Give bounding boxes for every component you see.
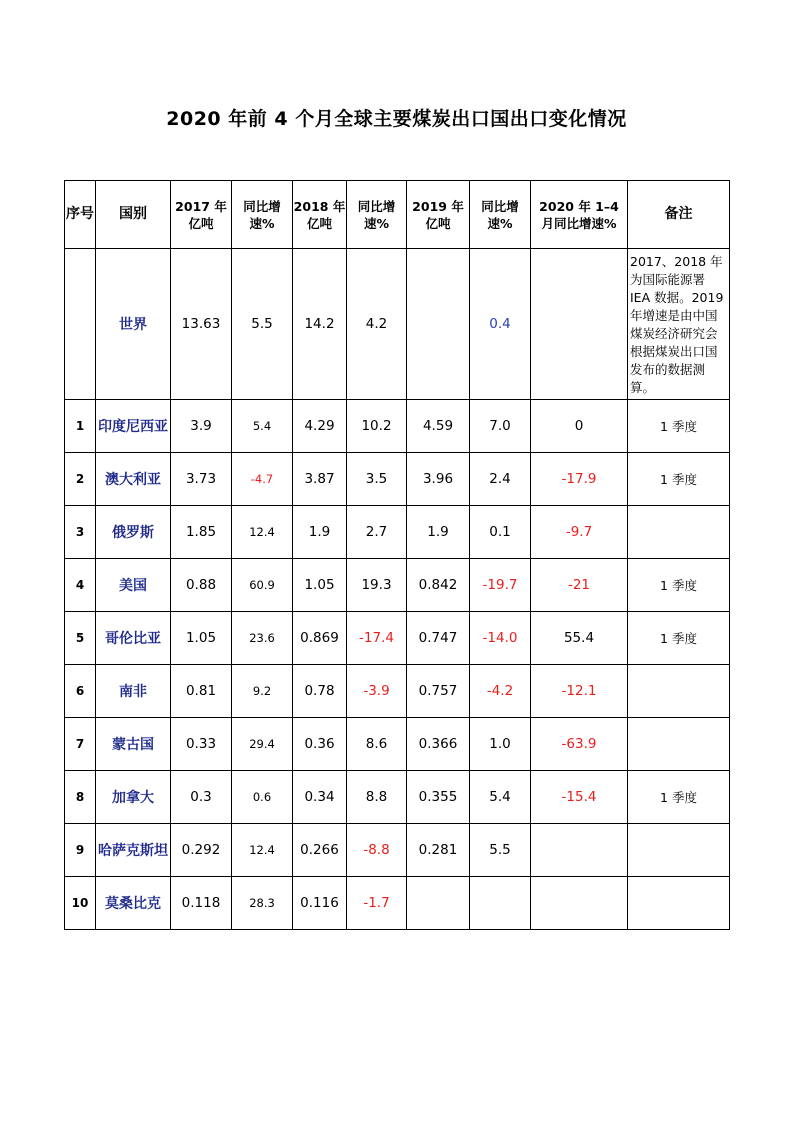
header-2020-growth: 2020 年 1–4 月同比增速%: [531, 181, 628, 249]
row-index: 8: [65, 771, 96, 824]
row-2017-growth: 60.9: [232, 559, 293, 612]
row-2017-growth: 12.4: [232, 824, 293, 877]
row-remark: 1 季度: [628, 771, 730, 824]
world-country: 世界: [96, 249, 171, 400]
row-2018-growth: -3.9: [347, 665, 407, 718]
table-row: [65, 559, 730, 612]
row-index: 4: [65, 559, 96, 612]
row-2019-volume: 0.281: [407, 824, 470, 877]
row-2018-volume: 0.36: [293, 718, 347, 771]
row-2018-growth: -17.4: [347, 612, 407, 665]
row-2019-growth: [470, 877, 531, 930]
row-2019-growth: -19.7: [470, 559, 531, 612]
row-country: 印度尼西亚: [96, 400, 171, 453]
row-country: 南非: [96, 665, 171, 718]
header-country: 国别: [96, 181, 171, 249]
row-index: 5: [65, 612, 96, 665]
row-country: 加拿大: [96, 771, 171, 824]
row-2019-growth: 2.4: [470, 453, 531, 506]
row-2020-growth: -15.4: [531, 771, 628, 824]
row-2020-growth: 0: [531, 400, 628, 453]
row-index: 9: [65, 824, 96, 877]
row-2018-growth: 3.5: [347, 453, 407, 506]
row-2017-growth: 12.4: [232, 506, 293, 559]
row-2018-volume: 4.29: [293, 400, 347, 453]
row-country: 蒙古国: [96, 718, 171, 771]
row-2017-growth: 5.4: [232, 400, 293, 453]
row-2018-volume: 0.78: [293, 665, 347, 718]
row-2017-volume: 0.118: [171, 877, 232, 930]
row-2017-volume: 0.292: [171, 824, 232, 877]
row-index: 1: [65, 400, 96, 453]
row-2018-growth: 8.8: [347, 771, 407, 824]
row-2018-volume: 0.34: [293, 771, 347, 824]
row-2017-volume: 3.9: [171, 400, 232, 453]
world-2019-growth: 0.4: [470, 249, 531, 400]
row-2020-growth: -21: [531, 559, 628, 612]
world-index: [65, 249, 96, 400]
row-2019-volume: 3.96: [407, 453, 470, 506]
world-2018-growth: 4.2: [347, 249, 407, 400]
row-2019-growth: 0.1: [470, 506, 531, 559]
row-2018-growth: 10.2: [347, 400, 407, 453]
world-2017-growth: 5.5: [232, 249, 293, 400]
header-2017-volume: 2017 年亿吨: [171, 181, 232, 249]
row-2020-growth: -9.7: [531, 506, 628, 559]
page-title: 2020 年前 4 个月全球主要煤炭出口国出口变化情况: [166, 108, 627, 130]
row-2019-growth: 1.0: [470, 718, 531, 771]
row-2020-growth: -17.9: [531, 453, 628, 506]
row-index: 10: [65, 877, 96, 930]
row-2018-growth: 8.6: [347, 718, 407, 771]
row-remark: 1 季度: [628, 612, 730, 665]
header-row: [65, 181, 730, 249]
row-2017-growth: 23.6: [232, 612, 293, 665]
row-2017-growth: 9.2: [232, 665, 293, 718]
header-remark: 备注: [628, 181, 730, 249]
row-remark: [628, 665, 730, 718]
row-2018-volume: 3.87: [293, 453, 347, 506]
row-2018-growth: -8.8: [347, 824, 407, 877]
world-2019-volume: [407, 249, 470, 400]
row-2018-volume: 0.116: [293, 877, 347, 930]
row-country: 美国: [96, 559, 171, 612]
row-2019-volume: 0.366: [407, 718, 470, 771]
row-remark: [628, 506, 730, 559]
row-index: 3: [65, 506, 96, 559]
table-row: [65, 453, 730, 506]
row-2017-volume: 3.73: [171, 453, 232, 506]
row-2020-growth: [531, 877, 628, 930]
row-2017-volume: 1.85: [171, 506, 232, 559]
table-row: [65, 612, 730, 665]
table-row: [65, 824, 730, 877]
row-country: 澳大利亚: [96, 453, 171, 506]
row-2019-growth: 5.4: [470, 771, 531, 824]
row-remark: 1 季度: [628, 453, 730, 506]
row-2019-volume: 1.9: [407, 506, 470, 559]
row-remark: [628, 718, 730, 771]
header-2018-growth: 同比增速%: [347, 181, 407, 249]
header-2019-volume: 2019 年亿吨: [407, 181, 470, 249]
world-2017-volume: 13.63: [171, 249, 232, 400]
row-2018-volume: 1.9: [293, 506, 347, 559]
row-2020-growth: -63.9: [531, 718, 628, 771]
world-row: [65, 249, 730, 400]
row-2018-growth: -1.7: [347, 877, 407, 930]
world-note: 2017、2018 年为国际能源署 IEA 数据。2019 年增速是由中国煤炭经济研究会根据煤炭出口国发布的数据测算。: [628, 249, 730, 400]
row-2018-growth: 2.7: [347, 506, 407, 559]
row-country: 俄罗斯: [96, 506, 171, 559]
row-2017-growth: -4.7: [232, 453, 293, 506]
world-2020-growth: [531, 249, 628, 400]
row-2020-growth: -12.1: [531, 665, 628, 718]
row-2019-volume: 4.59: [407, 400, 470, 453]
row-2020-growth: [531, 824, 628, 877]
row-country: 哈萨克斯坦: [96, 824, 171, 877]
row-2017-volume: 0.3: [171, 771, 232, 824]
row-remark: [628, 877, 730, 930]
row-2017-growth: 0.6: [232, 771, 293, 824]
row-2019-growth: 5.5: [470, 824, 531, 877]
header-2019-growth: 同比增速%: [470, 181, 531, 249]
row-2020-growth: 55.4: [531, 612, 628, 665]
row-country: 莫桑比克: [96, 877, 171, 930]
table-row: [65, 506, 730, 559]
header-2018-volume: 2018 年亿吨: [293, 181, 347, 249]
world-2018-volume: 14.2: [293, 249, 347, 400]
header-index: 序号: [65, 181, 96, 249]
row-2017-growth: 29.4: [232, 718, 293, 771]
row-2017-growth: 28.3: [232, 877, 293, 930]
table-row: [65, 771, 730, 824]
row-2019-volume: 0.757: [407, 665, 470, 718]
row-2018-volume: 1.05: [293, 559, 347, 612]
row-2017-volume: 0.88: [171, 559, 232, 612]
coal-export-table: [64, 180, 730, 930]
row-2018-volume: 0.869: [293, 612, 347, 665]
row-2019-volume: 0.842: [407, 559, 470, 612]
row-2018-growth: 19.3: [347, 559, 407, 612]
row-2019-growth: 7.0: [470, 400, 531, 453]
row-2019-volume: 0.355: [407, 771, 470, 824]
row-2018-volume: 0.266: [293, 824, 347, 877]
row-remark: [628, 824, 730, 877]
table-row: [65, 877, 730, 930]
row-2019-growth: -4.2: [470, 665, 531, 718]
table-row: [65, 400, 730, 453]
table-row: [65, 665, 730, 718]
row-2017-volume: 0.33: [171, 718, 232, 771]
row-index: 6: [65, 665, 96, 718]
row-2017-volume: 0.81: [171, 665, 232, 718]
row-index: 2: [65, 453, 96, 506]
row-index: 7: [65, 718, 96, 771]
row-remark: 1 季度: [628, 559, 730, 612]
row-2019-volume: [407, 877, 470, 930]
row-2019-growth: -14.0: [470, 612, 531, 665]
header-2017-growth: 同比增速%: [232, 181, 293, 249]
row-remark: 1 季度: [628, 400, 730, 453]
row-country: 哥伦比亚: [96, 612, 171, 665]
row-2019-volume: 0.747: [407, 612, 470, 665]
row-2017-volume: 1.05: [171, 612, 232, 665]
table-row: [65, 718, 730, 771]
